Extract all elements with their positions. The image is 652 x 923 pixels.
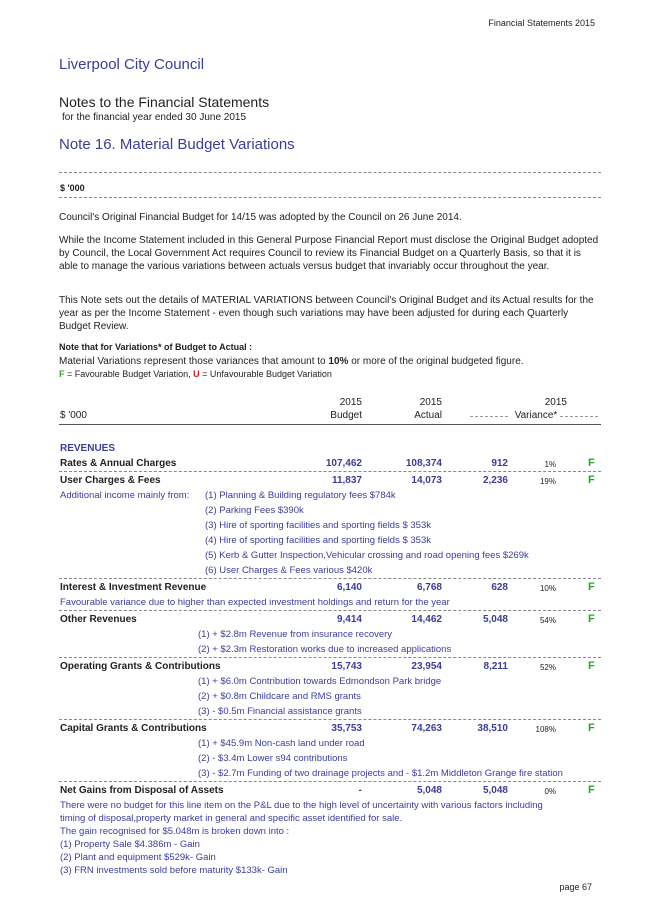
note-line: There were no budget for this line item on the P&L due to the high level of uncertainty with various factors including (60, 800, 543, 811)
actual-value: 14,073 (411, 475, 442, 486)
variance-percent: 108% (535, 725, 556, 734)
variance-value: 8,211 (483, 661, 508, 672)
variance-flag: F (588, 474, 595, 486)
variance-flag: F (588, 581, 595, 593)
budget-value: 6,140 (336, 582, 362, 593)
variance-value: 2,236 (482, 475, 508, 486)
variance-rule-right (560, 416, 598, 417)
note-that-label: Note that for Variations* of Budget to Actual : (59, 342, 253, 352)
actual-value: 74,263 (411, 723, 442, 734)
variance-value: 38,510 (477, 723, 508, 734)
row-divider (59, 578, 601, 579)
note-line: (2) + $2.3m Restoration works due to increased applications (198, 644, 452, 655)
budget-value: - (358, 785, 362, 796)
note-line: (3) - $2.7m Funding of two drainage projects and - $1.2m Middleton Grange fire station (198, 768, 563, 779)
note-line: (1) + $45.9m Non-cash land under road (198, 738, 365, 749)
note-line: (5) Kerb & Gutter Inspection,Vehicular crossing and road opening fees $269k (205, 550, 529, 561)
variance-rule-left (470, 416, 508, 417)
section-revenues: REVENUES (60, 443, 116, 454)
variance-flag: F (588, 722, 595, 734)
row-divider (59, 719, 601, 720)
note-line: (4) Hire of sporting facilities and sporting fields $ 353k (205, 535, 432, 546)
row-label: Capital Grants & Contributions (60, 723, 207, 734)
note-line: (2) + $0.8m Childcare and RMS grants (198, 691, 361, 702)
material-text: Material Variations represent those variances that amount to (59, 356, 329, 367)
notes-title: Notes to the Financial Statements (59, 94, 270, 110)
note-line: The gain recognised for $5.048m is broken down into : (60, 826, 290, 837)
variance-percent: 52% (539, 663, 556, 672)
row-divider (59, 610, 601, 611)
row-label: Other Revenues (60, 614, 137, 625)
actual-value: 6,768 (416, 582, 442, 593)
unfavourable-text: = Unfavourable Budget Variation (199, 369, 332, 379)
row-label: Net Gains from Disposal of Assets (60, 785, 224, 796)
variance-value: 912 (491, 458, 508, 469)
actual-value: 5,048 (416, 785, 442, 796)
variance-percent: 0% (544, 787, 556, 796)
row-label: User Charges & Fees (60, 475, 161, 486)
council-name: Liverpool City Council (59, 56, 205, 73)
variance-year: 2015 (544, 397, 567, 408)
intro-paragraph: While the Income Statement included in this General Purpose Financial Report must disclose the Original Budget adopted by Council, the Local Government Act requires Council to review its Financial Budget on a Quarterly Basis, so that it is able to manage the various variations between actuals versus budget that invariably occur throughout the year. (59, 235, 599, 272)
budget-value: 107,462 (325, 458, 362, 469)
budget-value: 35,753 (331, 723, 362, 734)
actual-value: 108,374 (405, 458, 442, 469)
divider (59, 172, 601, 173)
table-units: $ '000 (60, 410, 87, 421)
variance-flag: F (588, 613, 595, 625)
intro-paragraph: Council's Original Financial Budget for 14/15 was adopted by the Council on 26 June 2014. (59, 212, 462, 223)
note-line: timing of disposal,property market in general and specific asset identified for sale. (60, 813, 403, 824)
header-rule (59, 424, 601, 425)
variance-percent: 10% (539, 584, 556, 593)
note-line: (3) - $0.5m Financial assistance grants (198, 706, 362, 717)
note-line: (3) Hire of sporting facilities and sporting fields $ 353k (205, 520, 432, 531)
variance-value: 5,048 (482, 614, 508, 625)
favourable-key: F (59, 369, 65, 379)
variance-percent: 19% (539, 477, 556, 486)
note-heading: Note 16. Material Budget Variations (59, 136, 295, 153)
note-line: (1) Planning & Building regulatory fees $784k (205, 490, 396, 501)
row-label: Operating Grants & Contributions (60, 661, 221, 672)
note-line: (2) - $3.4m Lower s94 contributions (198, 753, 348, 764)
actual-year: 2015 (419, 397, 442, 408)
variance-value: 5,048 (482, 785, 508, 796)
material-percent: 10% (328, 356, 349, 367)
row-label: Interest & Investment Revenue (60, 582, 207, 593)
row-divider (59, 471, 601, 472)
favourable-text: = Favourable Budget Variation, (64, 369, 194, 379)
units-label: $ '000 (60, 183, 85, 193)
note-line: (2) Plant and equipment $529k- Gain (60, 852, 216, 863)
actual-heading: Actual (414, 410, 442, 421)
variance-heading: Variance* (514, 410, 558, 421)
page-header-title: Financial Statements 2015 (488, 18, 595, 28)
budget-heading: Budget (330, 410, 362, 421)
note-line: (1) Property Sale $4.386m - Gain (60, 839, 200, 850)
budget-year: 2015 (339, 397, 362, 408)
row-divider (59, 781, 601, 782)
note-line: (1) + $6.0m Contribution towards Edmondson Park bridge (198, 676, 442, 687)
row-divider (59, 657, 601, 658)
variance-percent: 54% (539, 616, 556, 625)
divider (59, 197, 601, 198)
material-definition (59, 355, 599, 368)
note-line: (3) FRN investments sold before maturity $133k- Gain (60, 865, 288, 876)
note-line: (1) + $2.8m Revenue from insurance recovery (198, 629, 393, 640)
variance-percent: 1% (544, 460, 556, 469)
budget-value: 15,743 (331, 661, 362, 672)
notes-subtitle: for the financial year ended 30 June 2015 (62, 112, 247, 123)
page-number: page 67 (559, 882, 592, 892)
unfavourable-key: U (193, 369, 200, 379)
variance-value: 628 (491, 582, 508, 593)
budget-value: 9,414 (336, 614, 362, 625)
legend (59, 368, 599, 381)
user-charges-lead: Additional income mainly from: (60, 490, 190, 501)
actual-value: 23,954 (411, 661, 442, 672)
variance-flag: F (588, 660, 595, 672)
actual-value: 14,462 (411, 614, 442, 625)
note-line: (2) Parking Fees $390k (205, 505, 304, 516)
intro-paragraph: This Note sets out the details of MATERIAL VARIATIONS between Council's Original Budget and its Actual results for the year as per the Income Statement - even though such variations may have been adjusted for during each Quarterly Budget Review. (59, 295, 594, 332)
budget-value: 11,837 (331, 475, 362, 486)
material-text-end: or more of the original budgeted figure. (348, 356, 524, 367)
note-line: (6) User Charges & Fees various $420k (205, 565, 373, 576)
variance-flag: F (588, 784, 595, 796)
variance-flag: F (588, 457, 595, 469)
row-label: Rates & Annual Charges (60, 458, 177, 469)
interest-note: Favourable variance due to higher than expected investment holdings and return for the year (60, 597, 450, 608)
